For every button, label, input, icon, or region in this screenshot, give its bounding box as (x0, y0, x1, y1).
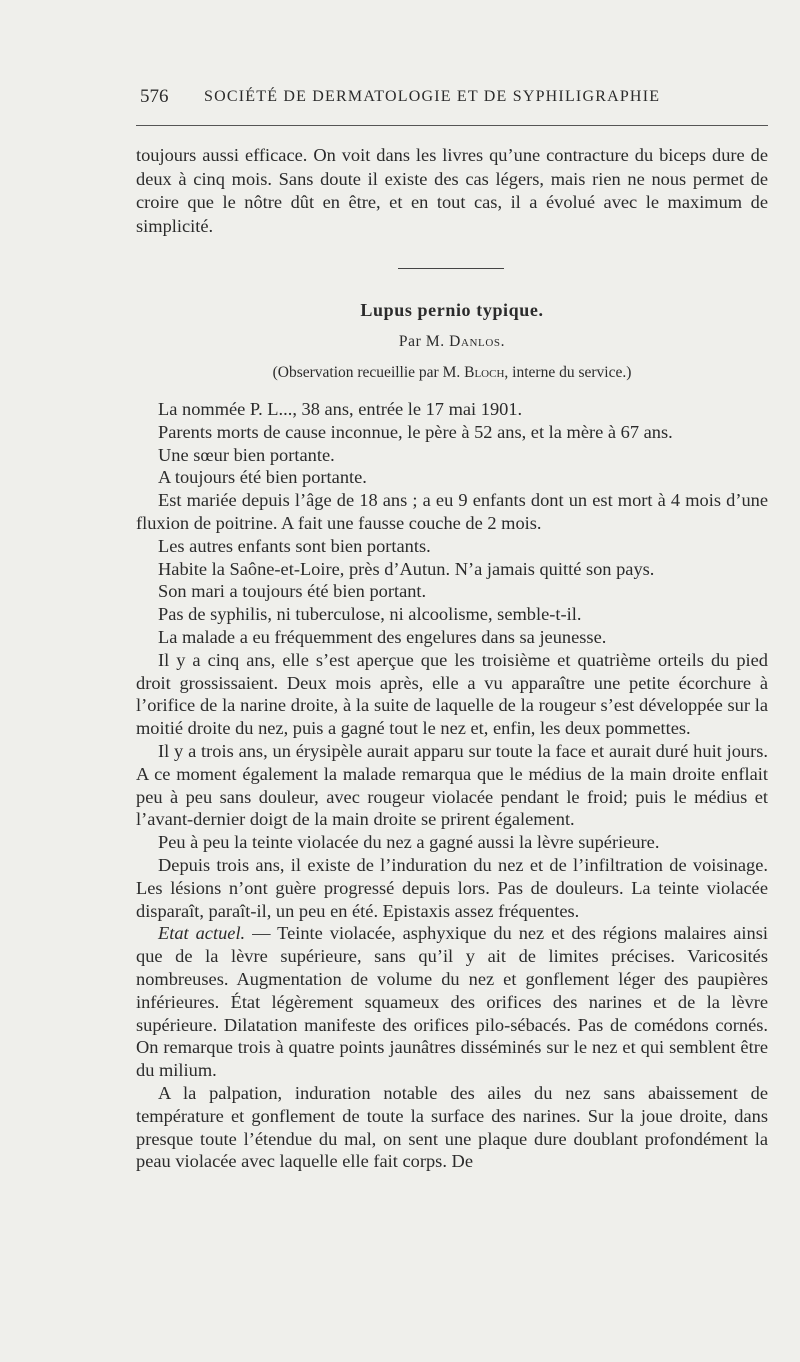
continuation-paragraph: toujours aussi efficace. On voit dans les livres qu’une contracture du biceps dure de deux à cinq mois. Sans doute il existe des cas légers, mais rien ne nous permet de croire que le nôtre dût en être, et en tout cas, il a évolué avec le maximum de simplicité. (136, 145, 768, 236)
paragraph: Une sœur bien portante. (158, 444, 335, 465)
section-separator (398, 268, 504, 269)
paragraph: Il y a cinq ans, elle s’est aperçue que les troisième et quatrième orteils du pied droit grossissaient. Deux mois après, elle a vu apparaître une petite écorchure à l’orifice de la narine droite, à la suite de laquelle de la rougeur s’est développée sur la moitié droite du nez, puis a gagné tout le nez et, enfin, les deux pommettes. (136, 649, 768, 739)
note-prefix: (Observation recueillie par M. (272, 364, 461, 381)
paragraph: Habite la Saône-et-Loire, près d’Autun. N’a jamais quitté son pays. (158, 558, 655, 579)
author-name: Danlos. (449, 333, 506, 350)
byline-prefix: Par M. (398, 333, 445, 350)
paragraph: Son mari a toujours été bien portant. (158, 581, 427, 602)
paragraph: A la palpation, induration notable des ailes du nez sans abaissement de température et gonflement de toute la surface des narines. Sur la joue droite, dans presque toute l’étendue du mal, on sent une plaque dure doublant profondément la peau violacée avec laquelle elle fait corps. De (136, 1082, 768, 1172)
article-byline (136, 333, 768, 351)
running-title: SOCIÉTÉ DE DERMATOLOGIE ET DE SYPHILIGRAPHIE (204, 88, 661, 105)
header-rule (136, 125, 768, 126)
paragraph: Peu à peu la teinte violacée du nez a gagné aussi la lèvre supérieure. (158, 832, 660, 853)
paragraph: Pas de syphilis, ni tuberculose, ni alcoolisme, semble-t-il. (158, 604, 582, 625)
paragraph: La malade a eu fréquemment des engelures dans sa jeunesse. (158, 626, 607, 647)
paragraph: Les autres enfants sont bien portants. (158, 535, 431, 556)
paragraph: A toujours été bien portante. (158, 467, 367, 488)
paragraph: Il y a trois ans, un érysipèle aurait apparu sur toute la face et aurait duré huit jours. A ce moment également la malade remarqua que le médius de la main droite enflait peu à peu sans douleur, avec rougeur violacée pendant le froid; puis le médius et l’avant-dernier doigt de la main droite se prirent également. (136, 740, 768, 830)
page-number: 576 (140, 86, 169, 107)
etat-actuel-label: Etat actuel. (158, 923, 246, 944)
article-title: Lupus pernio typique. (360, 300, 544, 320)
note-suffix: interne du service.) (512, 364, 632, 381)
paragraph: Est mariée depuis l’âge de 18 ans ; a eu 9 enfants dont un est mort à 4 mois d’une fluxion de poitrine. A fait une fausse couche de 2 mois. (136, 490, 768, 533)
note-name: Bloch, (464, 364, 509, 381)
article-body (136, 398, 768, 1173)
paragraph: La nommée P. L..., 38 ans, entrée le 17 mai 1901. (158, 399, 523, 419)
etat-actuel-paragraph (136, 922, 768, 1082)
etat-actuel-text: — Teinte violacée, asphyxique du nez et des régions malaires ainsi que de la lèvre supérieure, sans qu’il y ait de limites précises. Varicosités nombreuses. Augmentation de volume du nez et gonflement léger des paupières inférieures. État légèrement squameux des orifices des narines et de la lèvre supérieure. Dilatation manifeste des orifices pilo-sébacés. Pas de comédons cornés. On remarque trois à quatre points jaunâtres disséminés sur le nez et qui semblent être du milium. (136, 923, 769, 1081)
observation-note (136, 364, 768, 382)
paragraph: Parents morts de cause inconnue, le père à 52 ans, et la mère à 67 ans. (158, 421, 673, 442)
paragraph: Depuis trois ans, il existe de l’induration du nez et de l’infiltration de voisinage. Les lésions n’ont guère progressé depuis lors. Pas de douleurs. La teinte violacée disparaît, paraît-il, un peu en été. Epistaxis assez fréquentes. (136, 854, 768, 921)
previous-article-continuation (136, 144, 768, 238)
